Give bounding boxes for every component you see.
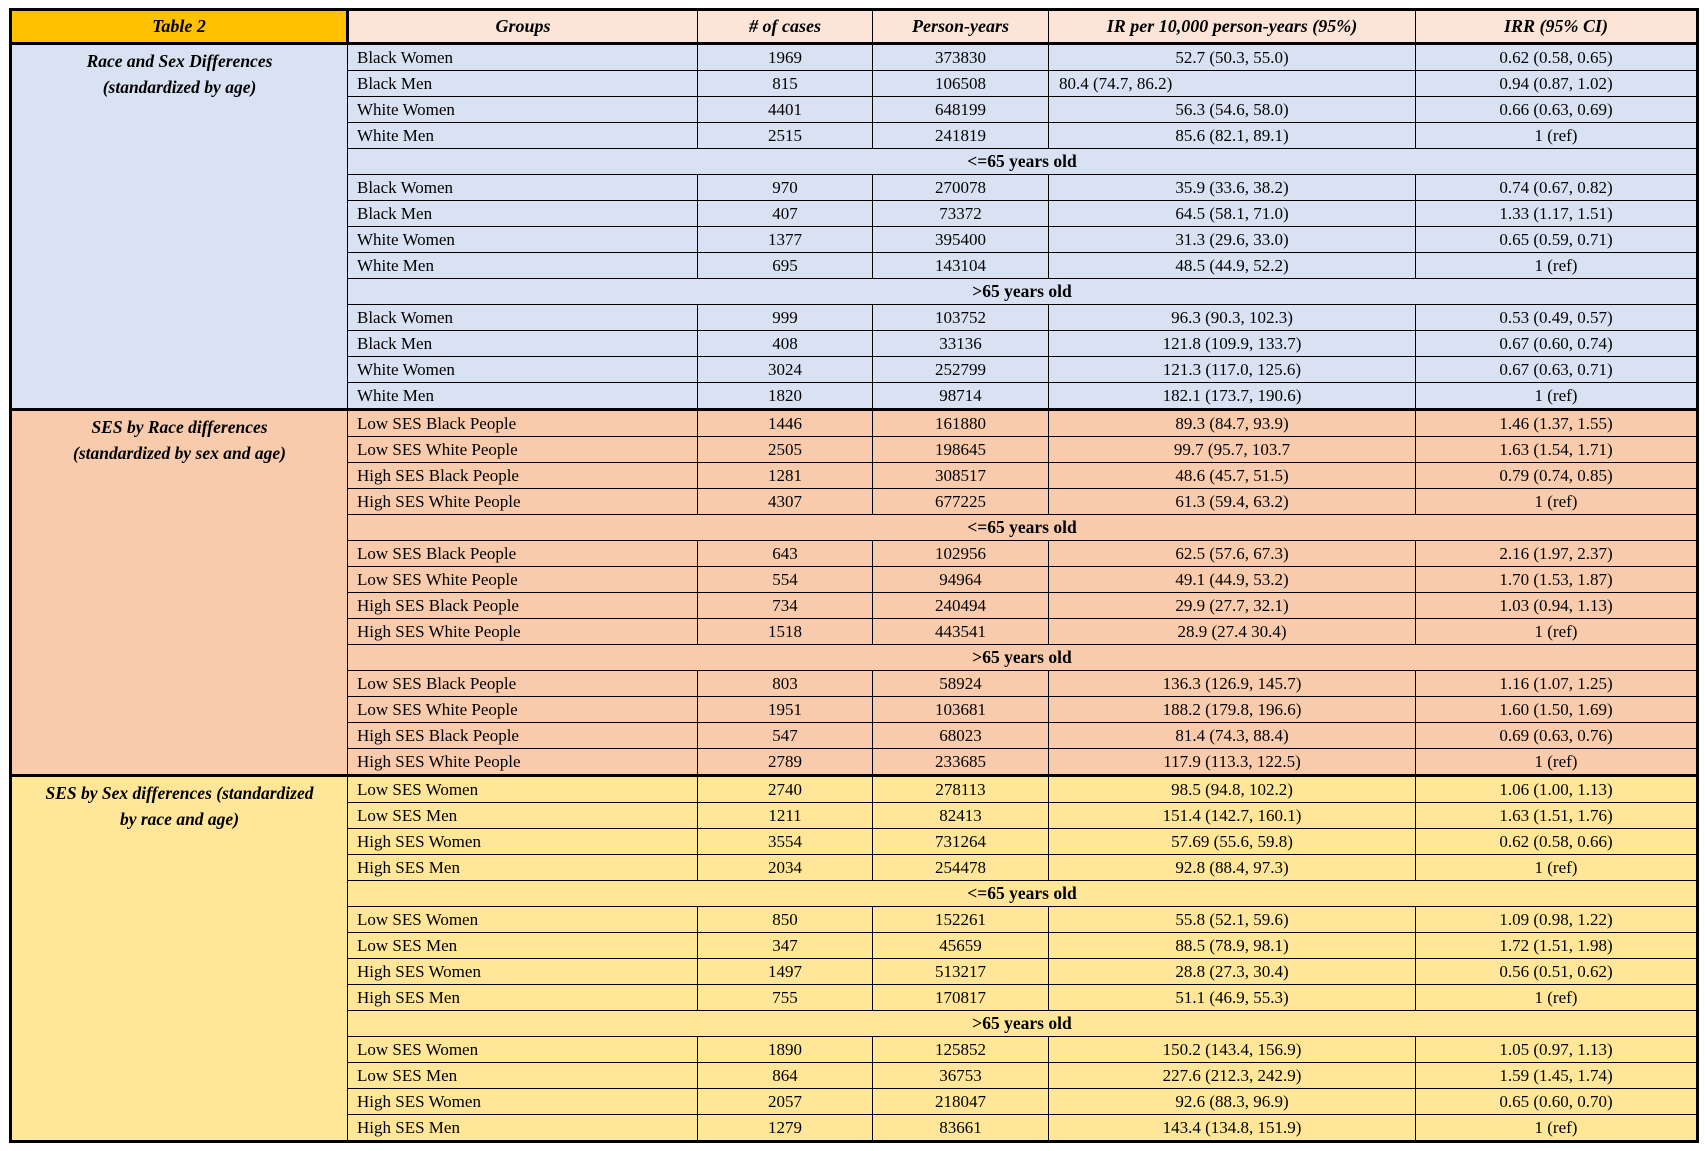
cell-person-years: 58924 bbox=[873, 671, 1049, 697]
cell-group: White Women bbox=[348, 357, 698, 383]
cell-group: High SES Women bbox=[348, 829, 698, 855]
cell-cases: 2057 bbox=[698, 1089, 873, 1115]
cell-ir: 98.5 (94.8, 102.2) bbox=[1049, 776, 1416, 803]
cell-person-years: 373830 bbox=[873, 44, 1049, 71]
cell-ir: 52.7 (50.3, 55.0) bbox=[1049, 44, 1416, 71]
table-row bbox=[11, 410, 1698, 437]
cell-ir: 28.9 (27.4 30.4) bbox=[1049, 619, 1416, 645]
cell-person-years: 252799 bbox=[873, 357, 1049, 383]
cell-cases: 2034 bbox=[698, 855, 873, 881]
column-header-irr: IRR (95% CI) bbox=[1416, 10, 1698, 44]
cell-cases: 999 bbox=[698, 305, 873, 331]
column-header-ir: IR per 10,000 person-years (95%) bbox=[1049, 10, 1416, 44]
cell-ir: 151.4 (142.7, 160.1) bbox=[1049, 803, 1416, 829]
cell-irr: 0.53 (0.49, 0.57) bbox=[1416, 305, 1698, 331]
cell-person-years: 731264 bbox=[873, 829, 1049, 855]
cell-irr: 1.03 (0.94, 1.13) bbox=[1416, 593, 1698, 619]
cell-group: Low SES Men bbox=[348, 803, 698, 829]
cell-cases: 734 bbox=[698, 593, 873, 619]
table-row bbox=[11, 44, 1698, 71]
cell-person-years: 94964 bbox=[873, 567, 1049, 593]
cell-group: Black Women bbox=[348, 175, 698, 201]
cell-group: Low SES Black People bbox=[348, 410, 698, 437]
section-label bbox=[11, 776, 348, 1142]
results-table bbox=[9, 8, 1699, 1143]
cell-irr: 1 (ref) bbox=[1416, 383, 1698, 410]
cell-group: Low SES White People bbox=[348, 567, 698, 593]
section-label-line: (standardized by sex and age) bbox=[73, 443, 286, 464]
cell-ir: 64.5 (58.1, 71.0) bbox=[1049, 201, 1416, 227]
cell-person-years: 513217 bbox=[873, 959, 1049, 985]
cell-cases: 1518 bbox=[698, 619, 873, 645]
section-label-line: Race and Sex Differences bbox=[86, 51, 273, 71]
cell-ir: 62.5 (57.6, 67.3) bbox=[1049, 541, 1416, 567]
cell-ir: 89.3 (84.7, 93.9) bbox=[1049, 410, 1416, 437]
cell-irr: 0.94 (0.87, 1.02) bbox=[1416, 71, 1698, 97]
cell-group: High SES White People bbox=[348, 619, 698, 645]
cell-cases: 408 bbox=[698, 331, 873, 357]
cell-ir: 121.3 (117.0, 125.6) bbox=[1049, 357, 1416, 383]
cell-cases: 2515 bbox=[698, 123, 873, 149]
cell-person-years: 395400 bbox=[873, 227, 1049, 253]
cell-person-years: 36753 bbox=[873, 1063, 1049, 1089]
cell-ir: 81.4 (74.3, 88.4) bbox=[1049, 723, 1416, 749]
cell-cases: 554 bbox=[698, 567, 873, 593]
cell-group: White Men bbox=[348, 383, 698, 410]
cell-irr: 1 (ref) bbox=[1416, 489, 1698, 515]
cell-ir: 80.4 (74.7, 86.2) bbox=[1049, 71, 1416, 97]
age-subgroup-header: <=65 years old bbox=[348, 515, 1698, 541]
cell-irr: 0.65 (0.60, 0.70) bbox=[1416, 1089, 1698, 1115]
cell-group: High SES White People bbox=[348, 749, 698, 776]
cell-cases: 970 bbox=[698, 175, 873, 201]
cell-ir: 57.69 (55.6, 59.8) bbox=[1049, 829, 1416, 855]
cell-person-years: 98714 bbox=[873, 383, 1049, 410]
cell-person-years: 270078 bbox=[873, 175, 1049, 201]
cell-cases: 1890 bbox=[698, 1037, 873, 1063]
cell-irr: 1.05 (0.97, 1.13) bbox=[1416, 1037, 1698, 1063]
cell-ir: 49.1 (44.9, 53.2) bbox=[1049, 567, 1416, 593]
cell-group: High SES Women bbox=[348, 959, 698, 985]
cell-cases: 1969 bbox=[698, 44, 873, 71]
cell-cases: 1446 bbox=[698, 410, 873, 437]
cell-irr: 0.65 (0.59, 0.71) bbox=[1416, 227, 1698, 253]
cell-ir: 227.6 (212.3, 242.9) bbox=[1049, 1063, 1416, 1089]
cell-group: High SES Men bbox=[348, 1115, 698, 1142]
header-row bbox=[11, 10, 1698, 44]
cell-person-years: 143104 bbox=[873, 253, 1049, 279]
cell-group: Low SES Black People bbox=[348, 541, 698, 567]
cell-ir: 28.8 (27.3, 30.4) bbox=[1049, 959, 1416, 985]
cell-person-years: 198645 bbox=[873, 437, 1049, 463]
cell-cases: 1211 bbox=[698, 803, 873, 829]
cell-irr: 1.06 (1.00, 1.13) bbox=[1416, 776, 1698, 803]
table-title: Table 2 bbox=[11, 10, 348, 44]
cell-cases: 1497 bbox=[698, 959, 873, 985]
cell-group: White Women bbox=[348, 227, 698, 253]
cell-cases: 1820 bbox=[698, 383, 873, 410]
cell-irr: 0.62 (0.58, 0.66) bbox=[1416, 829, 1698, 855]
cell-person-years: 125852 bbox=[873, 1037, 1049, 1063]
cell-irr: 1.16 (1.07, 1.25) bbox=[1416, 671, 1698, 697]
cell-irr: 0.79 (0.74, 0.85) bbox=[1416, 463, 1698, 489]
section-label-line: SES by Sex differences (standardized bbox=[45, 783, 314, 803]
cell-group: High SES Black People bbox=[348, 723, 698, 749]
cell-irr: 0.66 (0.63, 0.69) bbox=[1416, 97, 1698, 123]
cell-group: High SES Men bbox=[348, 855, 698, 881]
cell-cases: 3554 bbox=[698, 829, 873, 855]
cell-cases: 755 bbox=[698, 985, 873, 1011]
cell-irr: 0.62 (0.58, 0.65) bbox=[1416, 44, 1698, 71]
cell-ir: 35.9 (33.6, 38.2) bbox=[1049, 175, 1416, 201]
age-subgroup-header: <=65 years old bbox=[348, 149, 1698, 175]
cell-group: Low SES Black People bbox=[348, 671, 698, 697]
cell-ir: 51.1 (46.9, 55.3) bbox=[1049, 985, 1416, 1011]
cell-group: Black Men bbox=[348, 331, 698, 357]
cell-irr: 1 (ref) bbox=[1416, 619, 1698, 645]
cell-irr: 1.59 (1.45, 1.74) bbox=[1416, 1063, 1698, 1089]
cell-irr: 0.67 (0.63, 0.71) bbox=[1416, 357, 1698, 383]
cell-group: Low SES Men bbox=[348, 933, 698, 959]
cell-cases: 815 bbox=[698, 71, 873, 97]
cell-cases: 3024 bbox=[698, 357, 873, 383]
cell-irr: 1.33 (1.17, 1.51) bbox=[1416, 201, 1698, 227]
column-header-groups: Groups bbox=[348, 10, 698, 44]
cell-cases: 695 bbox=[698, 253, 873, 279]
cell-ir: 88.5 (78.9, 98.1) bbox=[1049, 933, 1416, 959]
cell-person-years: 103752 bbox=[873, 305, 1049, 331]
cell-cases: 407 bbox=[698, 201, 873, 227]
cell-ir: 143.4 (134.8, 151.9) bbox=[1049, 1115, 1416, 1142]
cell-group: Low SES Women bbox=[348, 1037, 698, 1063]
cell-ir: 85.6 (82.1, 89.1) bbox=[1049, 123, 1416, 149]
cell-cases: 803 bbox=[698, 671, 873, 697]
cell-person-years: 82413 bbox=[873, 803, 1049, 829]
cell-ir: 182.1 (173.7, 190.6) bbox=[1049, 383, 1416, 410]
cell-ir: 150.2 (143.4, 156.9) bbox=[1049, 1037, 1416, 1063]
cell-person-years: 677225 bbox=[873, 489, 1049, 515]
section-label-line: (standardized by age) bbox=[102, 77, 257, 98]
cell-cases: 2740 bbox=[698, 776, 873, 803]
cell-irr: 1 (ref) bbox=[1416, 749, 1698, 776]
cell-person-years: 443541 bbox=[873, 619, 1049, 645]
cell-group: Low SES Women bbox=[348, 907, 698, 933]
cell-irr: 1 (ref) bbox=[1416, 1115, 1698, 1142]
cell-cases: 1951 bbox=[698, 697, 873, 723]
cell-group: High SES White People bbox=[348, 489, 698, 515]
section-label-line: by race and age) bbox=[119, 809, 240, 830]
cell-ir: 117.9 (113.3, 122.5) bbox=[1049, 749, 1416, 776]
column-header-cases: # of cases bbox=[698, 10, 873, 44]
cell-group: Low SES White People bbox=[348, 437, 698, 463]
cell-cases: 1279 bbox=[698, 1115, 873, 1142]
age-subgroup-header: >65 years old bbox=[348, 645, 1698, 671]
cell-group: Low SES Men bbox=[348, 1063, 698, 1089]
age-subgroup-header: >65 years old bbox=[348, 279, 1698, 305]
cell-cases: 347 bbox=[698, 933, 873, 959]
cell-person-years: 254478 bbox=[873, 855, 1049, 881]
cell-group: White Women bbox=[348, 97, 698, 123]
cell-cases: 2789 bbox=[698, 749, 873, 776]
cell-cases: 2505 bbox=[698, 437, 873, 463]
cell-irr: 1 (ref) bbox=[1416, 855, 1698, 881]
cell-cases: 864 bbox=[698, 1063, 873, 1089]
cell-irr: 1.63 (1.51, 1.76) bbox=[1416, 803, 1698, 829]
cell-person-years: 45659 bbox=[873, 933, 1049, 959]
cell-person-years: 152261 bbox=[873, 907, 1049, 933]
cell-cases: 547 bbox=[698, 723, 873, 749]
cell-person-years: 240494 bbox=[873, 593, 1049, 619]
cell-ir: 136.3 (126.9, 145.7) bbox=[1049, 671, 1416, 697]
age-subgroup-header: <=65 years old bbox=[348, 881, 1698, 907]
cell-irr: 1.72 (1.51, 1.98) bbox=[1416, 933, 1698, 959]
cell-person-years: 68023 bbox=[873, 723, 1049, 749]
cell-ir: 48.6 (45.7, 51.5) bbox=[1049, 463, 1416, 489]
cell-irr: 0.69 (0.63, 0.76) bbox=[1416, 723, 1698, 749]
cell-irr: 0.67 (0.60, 0.74) bbox=[1416, 331, 1698, 357]
cell-person-years: 102956 bbox=[873, 541, 1049, 567]
cell-irr: 1.46 (1.37, 1.55) bbox=[1416, 410, 1698, 437]
cell-irr: 1.63 (1.54, 1.71) bbox=[1416, 437, 1698, 463]
cell-ir: 61.3 (59.4, 63.2) bbox=[1049, 489, 1416, 515]
cell-ir: 48.5 (44.9, 52.2) bbox=[1049, 253, 1416, 279]
table-row bbox=[11, 776, 1698, 803]
cell-irr: 0.56 (0.51, 0.62) bbox=[1416, 959, 1698, 985]
cell-irr: 2.16 (1.97, 2.37) bbox=[1416, 541, 1698, 567]
cell-person-years: 308517 bbox=[873, 463, 1049, 489]
cell-irr: 1.60 (1.50, 1.69) bbox=[1416, 697, 1698, 723]
cell-group: White Men bbox=[348, 253, 698, 279]
column-header-person-years: Person-years bbox=[873, 10, 1049, 44]
cell-person-years: 33136 bbox=[873, 331, 1049, 357]
section-label bbox=[11, 44, 348, 410]
cell-person-years: 233685 bbox=[873, 749, 1049, 776]
cell-person-years: 73372 bbox=[873, 201, 1049, 227]
cell-ir: 188.2 (179.8, 196.6) bbox=[1049, 697, 1416, 723]
cell-cases: 643 bbox=[698, 541, 873, 567]
cell-ir: 55.8 (52.1, 59.6) bbox=[1049, 907, 1416, 933]
cell-cases: 4307 bbox=[698, 489, 873, 515]
cell-irr: 1.09 (0.98, 1.22) bbox=[1416, 907, 1698, 933]
cell-irr: 1 (ref) bbox=[1416, 123, 1698, 149]
cell-ir: 56.3 (54.6, 58.0) bbox=[1049, 97, 1416, 123]
cell-person-years: 106508 bbox=[873, 71, 1049, 97]
cell-person-years: 161880 bbox=[873, 410, 1049, 437]
cell-group: High SES Women bbox=[348, 1089, 698, 1115]
cell-group: Low SES White People bbox=[348, 697, 698, 723]
cell-cases: 850 bbox=[698, 907, 873, 933]
cell-group: High SES Black People bbox=[348, 463, 698, 489]
cell-ir: 99.7 (95.7, 103.7 bbox=[1049, 437, 1416, 463]
cell-ir: 92.6 (88.3, 96.9) bbox=[1049, 1089, 1416, 1115]
cell-ir: 96.3 (90.3, 102.3) bbox=[1049, 305, 1416, 331]
cell-cases: 1281 bbox=[698, 463, 873, 489]
cell-group: Low SES Women bbox=[348, 776, 698, 803]
cell-ir: 92.8 (88.4, 97.3) bbox=[1049, 855, 1416, 881]
cell-group: White Men bbox=[348, 123, 698, 149]
cell-cases: 4401 bbox=[698, 97, 873, 123]
cell-group: Black Women bbox=[348, 44, 698, 71]
cell-group: High SES Men bbox=[348, 985, 698, 1011]
cell-ir: 29.9 (27.7, 32.1) bbox=[1049, 593, 1416, 619]
cell-person-years: 241819 bbox=[873, 123, 1049, 149]
cell-person-years: 278113 bbox=[873, 776, 1049, 803]
age-subgroup-header: >65 years old bbox=[348, 1011, 1698, 1037]
section-label-line: SES by Race differences bbox=[91, 417, 268, 437]
cell-cases: 1377 bbox=[698, 227, 873, 253]
cell-ir: 121.8 (109.9, 133.7) bbox=[1049, 331, 1416, 357]
cell-person-years: 83661 bbox=[873, 1115, 1049, 1142]
cell-irr: 1.70 (1.53, 1.87) bbox=[1416, 567, 1698, 593]
cell-person-years: 648199 bbox=[873, 97, 1049, 123]
cell-group: Black Women bbox=[348, 305, 698, 331]
table-body bbox=[11, 44, 1698, 1142]
cell-irr: 0.74 (0.67, 0.82) bbox=[1416, 175, 1698, 201]
cell-person-years: 170817 bbox=[873, 985, 1049, 1011]
cell-group: Black Men bbox=[348, 71, 698, 97]
cell-group: Black Men bbox=[348, 201, 698, 227]
cell-ir: 31.3 (29.6, 33.0) bbox=[1049, 227, 1416, 253]
cell-irr: 1 (ref) bbox=[1416, 985, 1698, 1011]
cell-person-years: 218047 bbox=[873, 1089, 1049, 1115]
cell-group: High SES Black People bbox=[348, 593, 698, 619]
cell-person-years: 103681 bbox=[873, 697, 1049, 723]
cell-irr: 1 (ref) bbox=[1416, 253, 1698, 279]
section-label bbox=[11, 410, 348, 776]
